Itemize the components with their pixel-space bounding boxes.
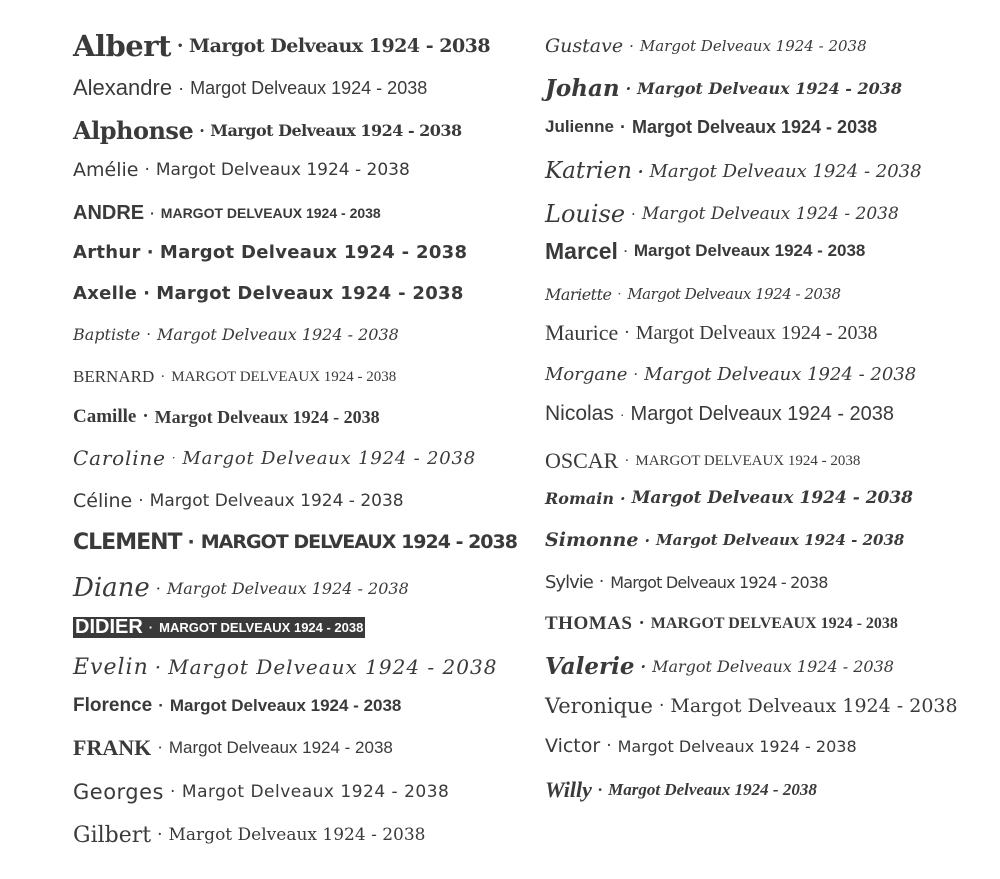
separator: · <box>154 655 163 679</box>
separator: · <box>633 365 639 383</box>
sample-name: Valerie <box>545 652 635 680</box>
separator: · <box>598 572 605 592</box>
sample-dates: Margot Delveaux 1924 - 2038 <box>652 656 894 676</box>
separator: · <box>150 205 155 221</box>
font-sample-louise[interactable] <box>545 196 899 232</box>
font-sample-mariette[interactable] <box>545 276 841 312</box>
separator: · <box>187 531 195 553</box>
sample-dates: MARGOT DELVEAUX 1924 - 2038 <box>635 452 861 469</box>
sample-name: Romain <box>545 488 614 508</box>
separator: · <box>619 488 626 508</box>
sample-dates: Margot Delveaux 1924 - 2038 <box>633 241 866 260</box>
sample-dates: Margot Delveaux 1924 - 2038 <box>168 825 426 845</box>
sample-name: Veronique <box>545 694 653 718</box>
sample-name: Gilbert <box>73 822 152 848</box>
font-sample-maurice[interactable] <box>545 315 878 351</box>
separator: · <box>138 491 144 511</box>
separator: · <box>176 35 184 57</box>
font-sample-marcel[interactable] <box>545 233 865 269</box>
separator: · <box>155 578 161 598</box>
font-sample-amelie[interactable] <box>73 152 410 188</box>
separator: · <box>146 241 154 263</box>
separator: · <box>640 656 647 676</box>
font-sample-diane[interactable] <box>73 570 409 606</box>
sample-name: Baptiste <box>73 324 141 344</box>
font-sample-baptiste[interactable] <box>73 316 399 352</box>
font-sample-georges[interactable] <box>73 774 449 810</box>
sample-name: Simonne <box>545 529 639 551</box>
sample-dates: Margot Delveaux 1924 - 2038 <box>637 78 903 98</box>
separator: · <box>148 620 154 635</box>
sample-dates: Margot Delveaux 1924 - 2038 <box>631 488 914 508</box>
sample-dates: Margot Delveaux 1924 - 2038 <box>627 285 841 303</box>
separator: · <box>143 282 151 304</box>
font-sample-andre[interactable] <box>73 195 381 231</box>
font-sample-camille[interactable] <box>73 399 380 435</box>
font-sample-thomas[interactable] <box>545 606 898 642</box>
sample-dates: Margot Delveaux 1924 - 2038 <box>656 531 905 549</box>
font-sample-florence[interactable] <box>73 688 401 724</box>
sample-dates: Margot Delveaux 1924 - 2038 <box>631 116 878 137</box>
sample-name: Louise <box>545 200 626 228</box>
separator: · <box>146 325 151 343</box>
font-sample-valerie[interactable] <box>545 648 894 684</box>
sample-name: Morgane <box>545 363 628 385</box>
font-sample-clement[interactable] <box>73 524 517 560</box>
sample-name: Arthur <box>73 241 141 263</box>
font-sample-caroline[interactable] <box>73 440 476 476</box>
separator: · <box>170 782 176 802</box>
sample-dates: Margot Delveaux 1924 - 2038 <box>190 77 428 98</box>
font-sample-nicolas[interactable] <box>545 396 894 432</box>
sample-name: Céline <box>73 490 133 512</box>
sample-dates: Margot Delveaux 1924 - 2038 <box>181 782 450 802</box>
sample-name: Axelle <box>73 282 138 304</box>
sample-name: Marcel <box>545 237 618 264</box>
sample-dates: Margot Delveaux 1924 - 2038 <box>182 447 477 469</box>
sample-name: BERNARD <box>73 367 155 386</box>
font-sample-romain[interactable] <box>545 480 913 516</box>
separator: · <box>160 368 166 385</box>
sample-dates: Margot Delveaux 1924 - 2038 <box>617 736 857 756</box>
sample-dates: Margot Delveaux 1924 - 2038 <box>641 204 899 224</box>
separator: · <box>619 406 625 422</box>
sample-dates: Margot Delveaux 1924 - 2038 <box>168 738 393 757</box>
separator: · <box>625 78 632 98</box>
sample-name: Willy <box>545 777 592 802</box>
sample-dates: Margot Delveaux 1924 - 2038 <box>149 491 404 511</box>
sample-dates: MARGOT DELVEAUX 1924 - 2038 <box>171 368 397 385</box>
font-sample-oscar[interactable] <box>545 443 860 479</box>
sample-name: Albert <box>73 29 171 63</box>
separator: · <box>142 406 149 427</box>
separator: · <box>171 451 177 465</box>
font-sample-axelle[interactable] <box>73 275 464 311</box>
sample-dates: Margot Delveaux 1924 - 2038 <box>635 321 878 344</box>
sample-dates: Margot Delveaux 1924 - 2038 <box>166 578 409 598</box>
sample-name: Katrien <box>545 158 632 184</box>
sample-dates: MARGOT DELVEAUX 1924 - 2038 <box>650 615 898 632</box>
separator: · <box>617 287 622 301</box>
sample-name: DIDIER <box>75 616 143 638</box>
sample-dates: Margot Delveaux 1924 - 2038 <box>159 241 468 263</box>
sample-name: FRANK <box>73 735 152 760</box>
separator: · <box>631 205 636 223</box>
separator: · <box>629 37 634 55</box>
sample-dates: Margot Delveaux 1924 - 2038 <box>610 572 828 592</box>
font-sample-didier[interactable] <box>73 617 365 638</box>
sample-name: Amélie <box>73 159 139 181</box>
separator: · <box>157 738 163 757</box>
separator: · <box>606 736 612 756</box>
separator: · <box>157 825 163 845</box>
sample-dates: MARGOT DELVEAUX 1924 - 2038 <box>200 531 517 553</box>
sample-name: Nicolas <box>545 402 614 425</box>
separator: · <box>597 780 603 799</box>
font-sample-celine[interactable] <box>73 483 404 519</box>
font-sample-julienne[interactable] <box>545 109 877 145</box>
sample-dates: Margot Delveaux 1924 - 2038 <box>189 35 491 57</box>
sample-dates: Margot Delveaux 1924 - 2038 <box>156 324 399 344</box>
font-sample-bernard[interactable] <box>73 359 396 395</box>
font-sample-victor[interactable] <box>545 728 857 764</box>
separator: · <box>658 696 665 716</box>
separator: · <box>158 696 164 715</box>
sample-dates: Margot Delveaux 1924 - 2038 <box>670 695 958 717</box>
sample-name: Alphonse <box>73 115 194 145</box>
font-sample-alphonse[interactable] <box>73 112 462 148</box>
sample-name: Caroline <box>73 446 166 470</box>
sample-dates: Margot Delveaux 1924 - 2038 <box>168 655 498 679</box>
font-sample-evelin[interactable] <box>73 649 497 685</box>
separator: · <box>199 120 205 140</box>
sample-dates: Margot Delveaux 1924 - 2038 <box>608 780 817 799</box>
sample-name: Diane <box>73 573 150 603</box>
sample-dates: Margot Delveaux 1924 - 2038 <box>630 402 895 425</box>
sample-name: Evelin <box>73 654 149 680</box>
sample-dates: Margot Delveaux 1924 - 2038 <box>154 406 380 427</box>
separator: · <box>624 323 630 343</box>
font-sample-gilbert[interactable] <box>73 817 425 853</box>
sample-name: Georges <box>73 780 164 804</box>
font-sample-albert[interactable] <box>73 28 490 64</box>
sample-name: Julienne <box>545 117 614 136</box>
sample-name: Camille <box>73 406 137 427</box>
font-sample-katrien[interactable] <box>545 153 922 189</box>
font-sample-alexandre[interactable] <box>73 70 427 106</box>
sample-name: ANDRE <box>73 201 145 224</box>
sample-name: Maurice <box>545 320 619 345</box>
font-sample-gustave[interactable] <box>545 28 867 64</box>
sample-dates: MARGOT DELVEAUX 1924 - 2038 <box>159 620 364 635</box>
sample-name: Mariette <box>545 284 612 304</box>
font-sample-johan[interactable] <box>545 70 902 106</box>
separator: · <box>623 244 628 258</box>
sample-name: Gustave <box>545 35 624 57</box>
font-sample-morgane[interactable] <box>545 356 916 392</box>
sample-dates: Margot Delveaux 1924 - 2038 <box>644 363 917 385</box>
sample-dates: MARGOT DELVEAUX 1924 - 2038 <box>160 205 381 221</box>
sample-name: OSCAR <box>545 448 619 473</box>
sample-name: Johan <box>545 74 620 102</box>
sample-name: Sylvie <box>545 571 593 593</box>
sample-dates: Margot Delveaux 1924 - 2038 <box>639 37 867 55</box>
separator: · <box>144 160 150 180</box>
separator: · <box>637 161 644 181</box>
sample-dates: Margot Delveaux 1924 - 2038 <box>155 160 410 180</box>
sample-name: Victor <box>545 735 601 757</box>
separator: · <box>638 613 645 634</box>
font-sample-simonne[interactable] <box>545 522 904 558</box>
sample-name: THOMAS <box>545 613 633 634</box>
separator: · <box>624 452 630 469</box>
separator: · <box>178 77 185 98</box>
sample-dates: Margot Delveaux 1924 - 2038 <box>169 696 402 715</box>
separator: · <box>619 116 626 137</box>
font-sample-veronique[interactable] <box>545 688 958 724</box>
sample-name: CLEMENT <box>73 529 182 555</box>
sample-name: Alexandre <box>73 75 173 100</box>
sample-name: Florence <box>73 695 153 716</box>
sample-dates: Margot Delveaux 1924 - 2038 <box>649 160 922 182</box>
sample-dates: Margot Delveaux 1924 - 2038 <box>156 282 464 304</box>
sample-dates: Margot Delveaux 1924 - 2038 <box>210 120 462 140</box>
separator: · <box>644 530 651 550</box>
font-sample-sylvie[interactable] <box>545 564 828 600</box>
font-sample-willy[interactable] <box>545 772 817 808</box>
font-sample-frank[interactable] <box>73 730 393 766</box>
font-sample-arthur[interactable] <box>73 234 467 270</box>
